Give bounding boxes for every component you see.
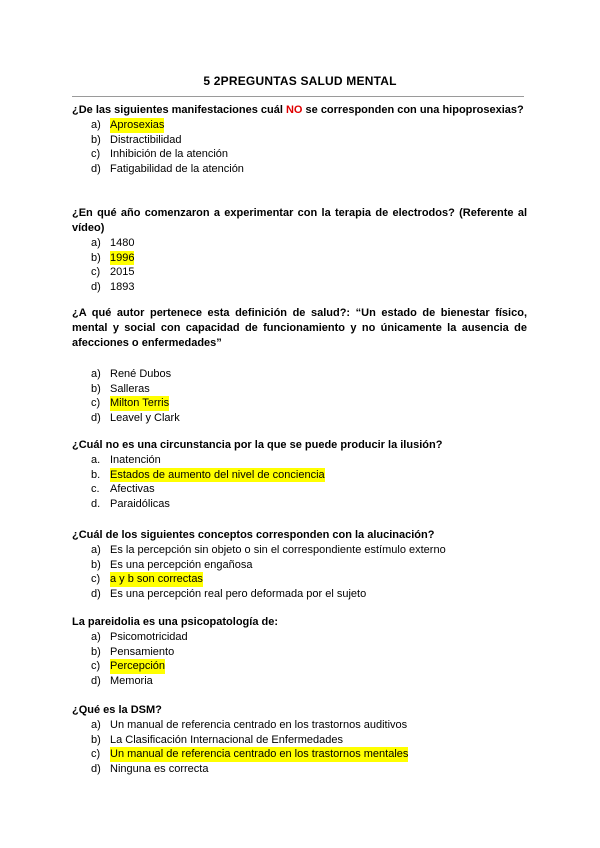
question-2-text: ¿En qué año comenzaron a experimentar con la terapia de electrodos? (Referente al vídeo) xyxy=(72,207,527,234)
question-3 xyxy=(72,306,527,425)
answer-option xyxy=(72,733,527,748)
option-text: 1893 xyxy=(110,280,135,293)
answer-option xyxy=(72,396,527,411)
option-text: Pensamiento xyxy=(110,645,175,658)
answer-option xyxy=(72,236,527,251)
question-5-options xyxy=(72,543,527,601)
option-marker: c) xyxy=(91,397,101,410)
option-marker: d. xyxy=(91,497,101,510)
question-2-options xyxy=(72,236,527,294)
answer-option xyxy=(72,251,527,266)
question-5-text: ¿Cuál de los siguientes conceptos corresponden con la alucinación? xyxy=(72,529,435,541)
option-text: Es una percepción engañosa xyxy=(110,558,253,571)
question-7 xyxy=(72,703,527,776)
answer-option xyxy=(72,118,527,133)
answer-option xyxy=(72,265,527,280)
option-text: Es la percepción sin objeto o sin el correspondiente estímulo externo xyxy=(110,544,446,556)
correct-answer-highlight: Estados de aumento del nivel de conciencia xyxy=(110,468,325,481)
question-6-options xyxy=(72,630,527,688)
answer-option xyxy=(72,482,527,497)
answer-option xyxy=(72,587,527,602)
option-marker: a) xyxy=(91,544,101,556)
question-6-text: La pareidolia es una psicopatología de: xyxy=(72,616,278,628)
question-4 xyxy=(72,438,527,511)
option-marker: b) xyxy=(91,645,101,658)
answer-option xyxy=(72,280,527,295)
option-marker: c) xyxy=(91,660,101,673)
question-1-text-part: ¿De las siguientes manifestaciones cuál xyxy=(72,104,286,116)
option-marker: d) xyxy=(91,280,101,293)
option-marker: a) xyxy=(91,237,101,249)
answer-option xyxy=(72,543,527,558)
question-1-options xyxy=(72,118,527,176)
option-text: Inhibición de la atención xyxy=(110,148,229,161)
answer-option xyxy=(72,762,527,777)
option-text: Ninguna es correcta xyxy=(110,762,209,775)
option-marker: c) xyxy=(91,266,101,279)
title-divider xyxy=(72,96,524,97)
question-1-no-emphasis: NO xyxy=(285,104,303,116)
option-marker: d) xyxy=(91,587,101,600)
correct-answer-highlight: 1996 xyxy=(110,251,135,264)
answer-option xyxy=(72,468,527,483)
answer-option xyxy=(72,747,527,762)
correct-answer-highlight: Percepción xyxy=(110,660,166,673)
answer-option xyxy=(72,558,527,573)
option-text: Fatigabilidad de la atención xyxy=(110,162,244,175)
option-marker: d) xyxy=(91,762,101,775)
question-6 xyxy=(72,615,527,688)
question-3-options xyxy=(72,367,527,425)
option-text: Memoria xyxy=(110,674,153,687)
question-4-text: ¿Cuál no es una circunstancia por la que se puede producir la ilusión? xyxy=(72,439,443,451)
option-text: Inatención xyxy=(110,454,161,466)
option-text: Leavel y Clark xyxy=(110,411,180,424)
answer-option xyxy=(72,367,527,382)
option-text: 2015 xyxy=(110,266,135,279)
option-text: Afectivas xyxy=(110,483,155,496)
option-marker: b. xyxy=(91,468,101,481)
option-marker: b) xyxy=(91,251,101,264)
option-marker: b) xyxy=(91,733,101,746)
document-title: 5 2PREGUNTAS SALUD MENTAL xyxy=(203,74,397,88)
option-text: Distractibilidad xyxy=(110,133,182,146)
option-marker: a) xyxy=(91,119,101,131)
option-marker: c) xyxy=(91,148,101,161)
option-marker: d) xyxy=(91,162,101,175)
question-1-text xyxy=(72,103,527,118)
option-marker: c. xyxy=(91,483,100,496)
correct-answer-highlight: Un manual de referencia centrado en los trastornos mentales xyxy=(110,748,409,761)
answer-option xyxy=(72,497,527,512)
question-5 xyxy=(72,528,527,601)
option-marker: c) xyxy=(91,573,101,586)
option-marker: a. xyxy=(91,454,101,466)
option-text: Salleras xyxy=(110,382,150,395)
answer-option xyxy=(72,674,527,689)
option-marker: b) xyxy=(91,133,101,146)
option-text: Psicomotricidad xyxy=(110,631,188,643)
question-7-options xyxy=(72,718,527,776)
answer-option xyxy=(72,718,527,733)
correct-answer-highlight: Aprosexias xyxy=(110,119,165,131)
option-text: Es una percepción real pero deformada por el sujeto xyxy=(110,587,367,600)
answer-option xyxy=(72,630,527,645)
option-marker: d) xyxy=(91,411,101,424)
option-marker: b) xyxy=(91,382,101,395)
option-text: Un manual de referencia centrado en los trastornos auditivos xyxy=(110,719,408,731)
answer-option xyxy=(72,411,527,426)
question-4-options xyxy=(72,453,527,511)
answer-option xyxy=(72,645,527,660)
question-1-text-part: se corresponden con una hipoprosexias? xyxy=(302,104,524,116)
option-marker: c) xyxy=(91,748,101,761)
option-marker: a) xyxy=(91,368,101,380)
answer-option xyxy=(72,572,527,587)
answer-option xyxy=(72,382,527,397)
answer-option xyxy=(72,147,527,162)
question-7-text: ¿Qué es la DSM? xyxy=(72,704,162,716)
correct-answer-highlight: Milton Terris xyxy=(110,397,170,410)
answer-option xyxy=(72,659,527,674)
option-text: 1480 xyxy=(110,237,135,249)
answer-option xyxy=(72,133,527,148)
option-marker: b) xyxy=(91,558,101,571)
option-text: La Clasificación Internacional de Enfermedades xyxy=(110,733,343,746)
option-text: Paraidólicas xyxy=(110,497,170,510)
option-marker: a) xyxy=(91,719,101,731)
question-1 xyxy=(72,103,527,176)
answer-option xyxy=(72,162,527,177)
question-3-text: ¿A qué autor pertenece esta definición de salud?: “Un estado de bienestar físico, mental y social con capacidad de funcionamiento y no únicamente la ausencia de afecciones o enfermedades” xyxy=(72,307,527,349)
question-2 xyxy=(72,206,527,294)
option-marker: a) xyxy=(91,631,101,643)
option-text: René Dubos xyxy=(110,368,172,380)
correct-answer-highlight: a y b son correctas xyxy=(110,573,203,586)
option-marker: d) xyxy=(91,674,101,687)
answer-option xyxy=(72,453,527,468)
